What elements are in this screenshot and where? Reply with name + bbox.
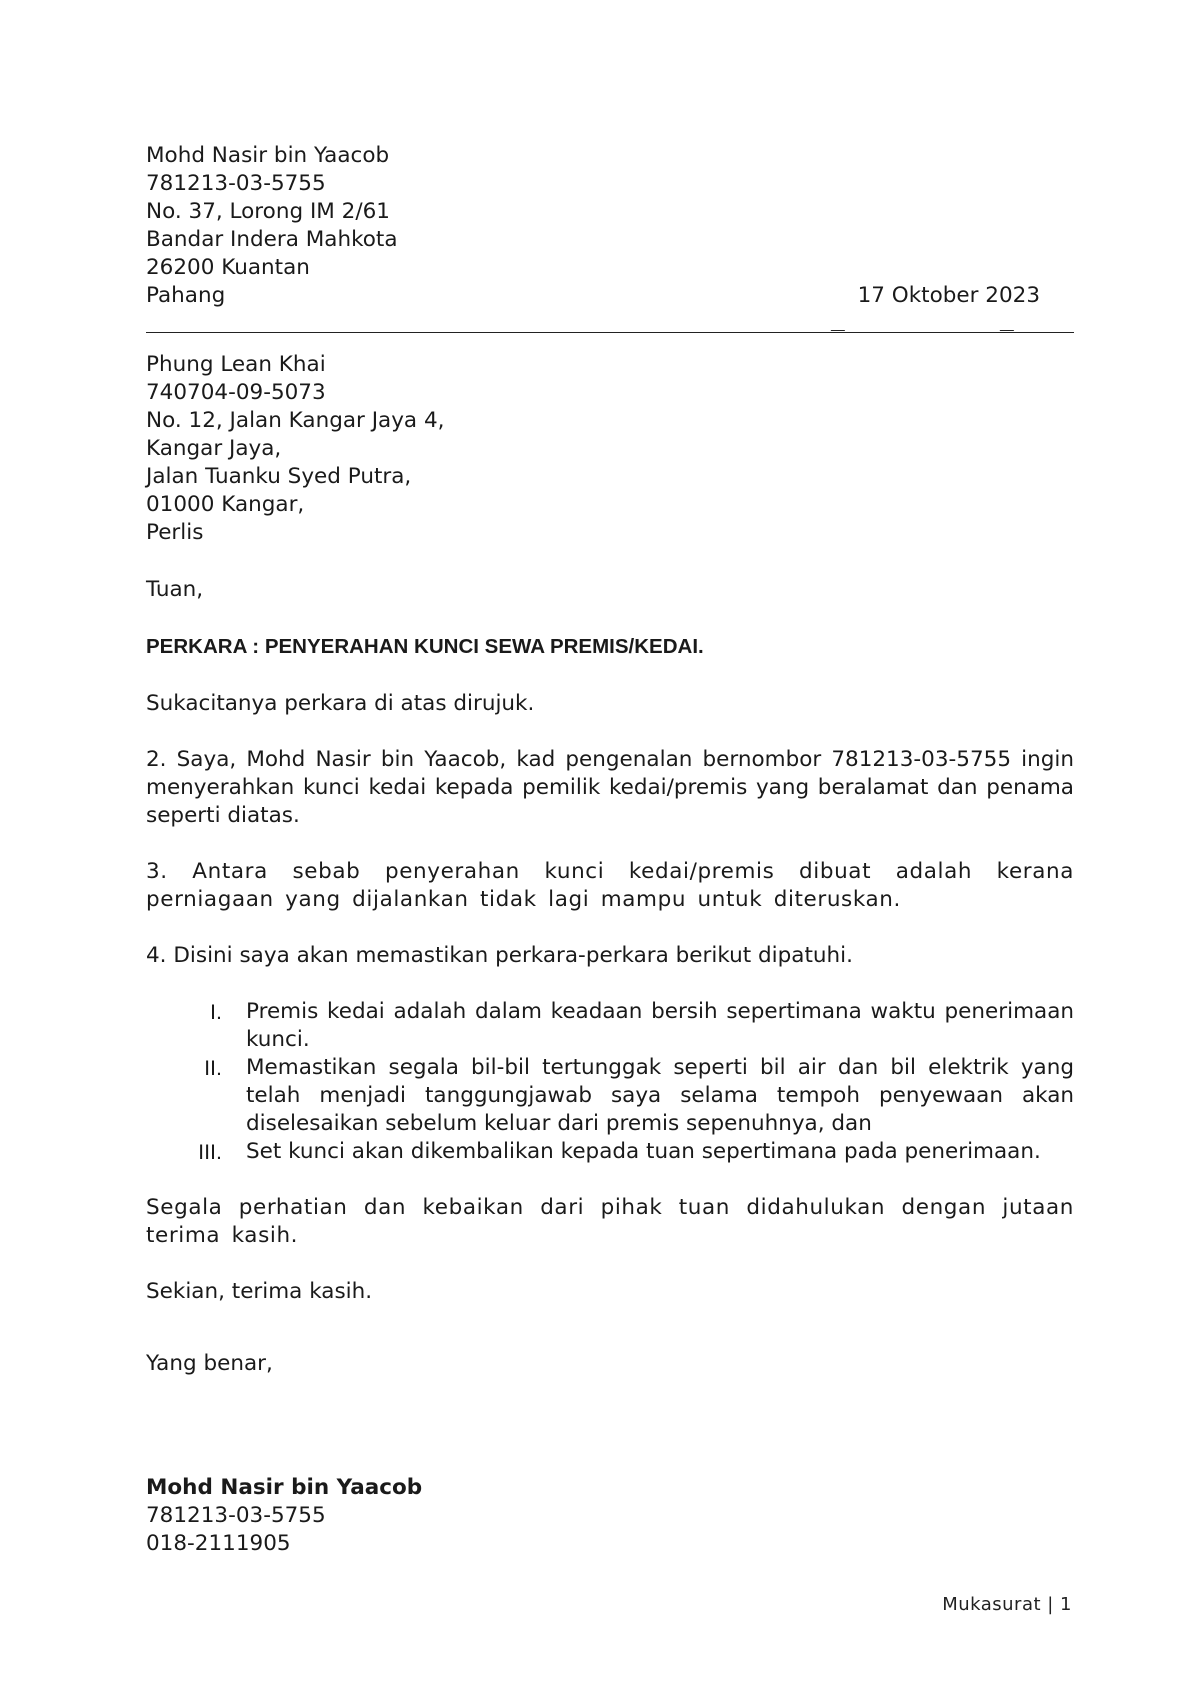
signatory-ic: 781213-03-5755 (146, 1503, 326, 1528)
recipient-name: Phung Lean Khai (146, 352, 326, 377)
sender-address-line: 26200 Kuantan (146, 255, 310, 280)
paragraph-4: 4. Disini saya akan memastikan perkara-perkara berikut dipatuhi. (146, 943, 853, 968)
recipient-address-block (146, 351, 1074, 547)
signatory-name: Mohd Nasir bin Yaacob (146, 1475, 423, 1500)
list-item-text: Memastikan segala bil-bil tertunggak seperti bil air dan bil elektrik yang telah menjadi tanggungjawab saya selama tempoh penyewaan akan diselesaikan sebelum keluar dari premis sepenuhnya, dan (246, 1055, 1074, 1136)
sender-name: Mohd Nasir bin Yaacob (146, 143, 390, 168)
conditions-list (146, 998, 1074, 1166)
paragraph-2: 2. Saya, Mohd Nasir bin Yaacob, kad pengenalan bernombor 781213-03-5755 ingin menyerahkan kunci kedai kepada pemilik kedai/premis yang beralamat dan penama seperti diatas. (146, 747, 1074, 828)
salutation: Tuan, (146, 577, 204, 602)
paragraph-3: 3. Antara sebab penyerahan kunci kedai/premis dibuat adalah kerana perniagaan yang dijalankan tidak lagi mampu untuk diteruskan. (146, 859, 1074, 912)
list-item (146, 998, 1074, 1054)
opening-paragraph: Sukacitanya perkara di atas dirujuk. (146, 691, 535, 716)
list-item-number: I. (210, 1000, 222, 1024)
signatory-phone: 018-2111905 (146, 1531, 291, 1556)
yang-benar: Yang benar, (146, 1351, 273, 1376)
sender-address-block (146, 142, 1074, 310)
recipient-ic: 740704-09-5073 (146, 380, 326, 405)
sender-ic: 781213-03-5755 (146, 171, 326, 196)
letter-subject: PERKARA : PENYERAHAN KUNCI SEWA PREMIS/KEDAI. (146, 635, 704, 658)
list-item-text: Set kunci akan dikembalikan kepada tuan sepertimana pada penerimaan. (246, 1139, 1041, 1164)
header-divider-line (146, 318, 1074, 333)
sekian-line: Sekian, terima kasih. (146, 1279, 373, 1304)
recipient-address-line: 01000 Kangar, (146, 492, 305, 517)
recipient-address-line: Perlis (146, 520, 204, 545)
divider-notch (829, 330, 845, 334)
list-item (146, 1054, 1074, 1138)
closing-paragraph: Segala perhatian dan kebaikan dari pihak tuan didahulukan dengan jutaan terima kasih. (146, 1195, 1074, 1248)
letter-content (146, 142, 1074, 1558)
divider-notch (998, 330, 1014, 334)
list-item (146, 1138, 1074, 1166)
list-item-text: Premis kedai adalah dalam keadaan bersih sepertimana waktu penerimaan kunci. (246, 999, 1074, 1052)
sender-state-date-row (146, 282, 1074, 310)
recipient-address-line: Kangar Jaya, (146, 436, 282, 461)
sender-address-line: Bandar Indera Mahkota (146, 227, 398, 252)
list-item-number: II. (204, 1056, 222, 1080)
recipient-address-line: No. 12, Jalan Kangar Jaya 4, (146, 408, 445, 433)
list-item-number: III. (198, 1140, 222, 1164)
page-number-footer: Mukasurat | 1 (942, 1594, 1072, 1615)
recipient-address-line: Jalan Tuanku Syed Putra, (146, 464, 412, 489)
sender-address-line: No. 37, Lorong IM 2/61 (146, 199, 390, 224)
letter-date: 17 Oktober 2023 (857, 283, 1040, 308)
sender-state: Pahang (146, 283, 226, 308)
